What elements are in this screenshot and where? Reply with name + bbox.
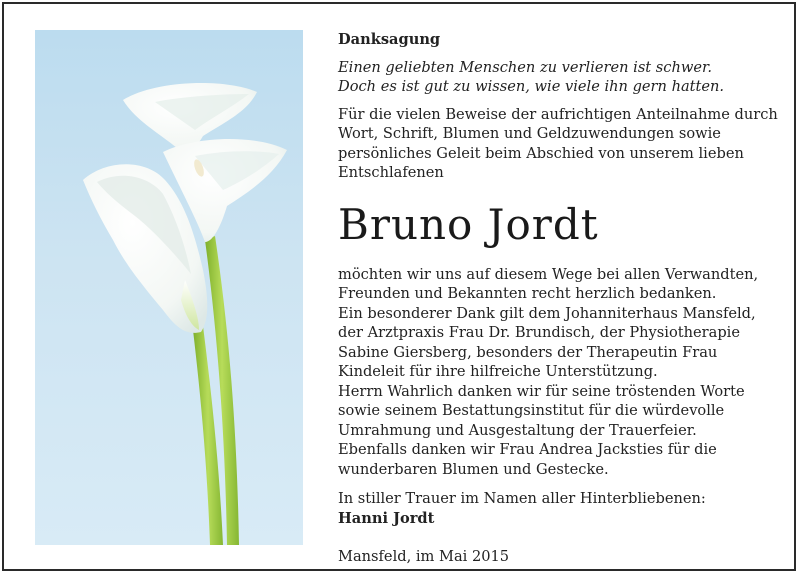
notice-quote — [338, 58, 778, 97]
notice-heading: Danksagung — [338, 31, 441, 48]
quote-line-2: Doch es ist gut zu wissen, wie viele ihn gern hatten. — [338, 78, 725, 95]
thanks-paragraph-4: Ebenfalls danken wir Frau Andrea Jacksties für die wunderbaren Blumen und Gestecke. — [338, 441, 717, 478]
thanks-paragraph-2: Ein besonderer Dank gilt dem Johanniterhaus Mansfeld, der Arztpraxis Frau Dr. Brundisch, der Physiotherapie Sabine Giersberg, besonders der Therapeutin Frau Kindeleit für ihre hilfreiche Unterstützung. — [338, 304, 756, 380]
notice-text — [338, 30, 778, 567]
place-date: Mansfeld, im Mai 2015 — [338, 548, 510, 565]
deceased-name: Bruno Jordt — [338, 199, 599, 249]
closing-line: In stiller Trauer im Namen aller Hinterbliebenen: — [338, 490, 706, 507]
signature: Hanni Jordt — [338, 509, 435, 527]
thanks-paragraph-3: Herrn Wahrlich danken wir für seine tröstenden Worte sowie seinem Bestattungsinstitut für die würdevolle Umrahmung und Ausgestaltung der Trauerfeier. — [338, 382, 745, 439]
calla-lily-illustration — [35, 30, 303, 545]
quote-line-1: Einen geliebten Menschen zu verlieren ist schwer. — [338, 58, 713, 76]
intro-paragraph: Für die vielen Beweise der aufrichtigen Anteilnahme durch Wort, Schrift, Blumen und Geldzuwendungen sowie persönliches Geleit beim Abschied von unserem lieben Entschlafenen — [338, 105, 778, 181]
thanks-paragraph-1: möchten wir uns auf diesem Wege bei allen Verwandten, Freunden und Bekannten recht herzlich bedanken. — [338, 265, 759, 302]
calla-lily-image — [35, 30, 303, 545]
